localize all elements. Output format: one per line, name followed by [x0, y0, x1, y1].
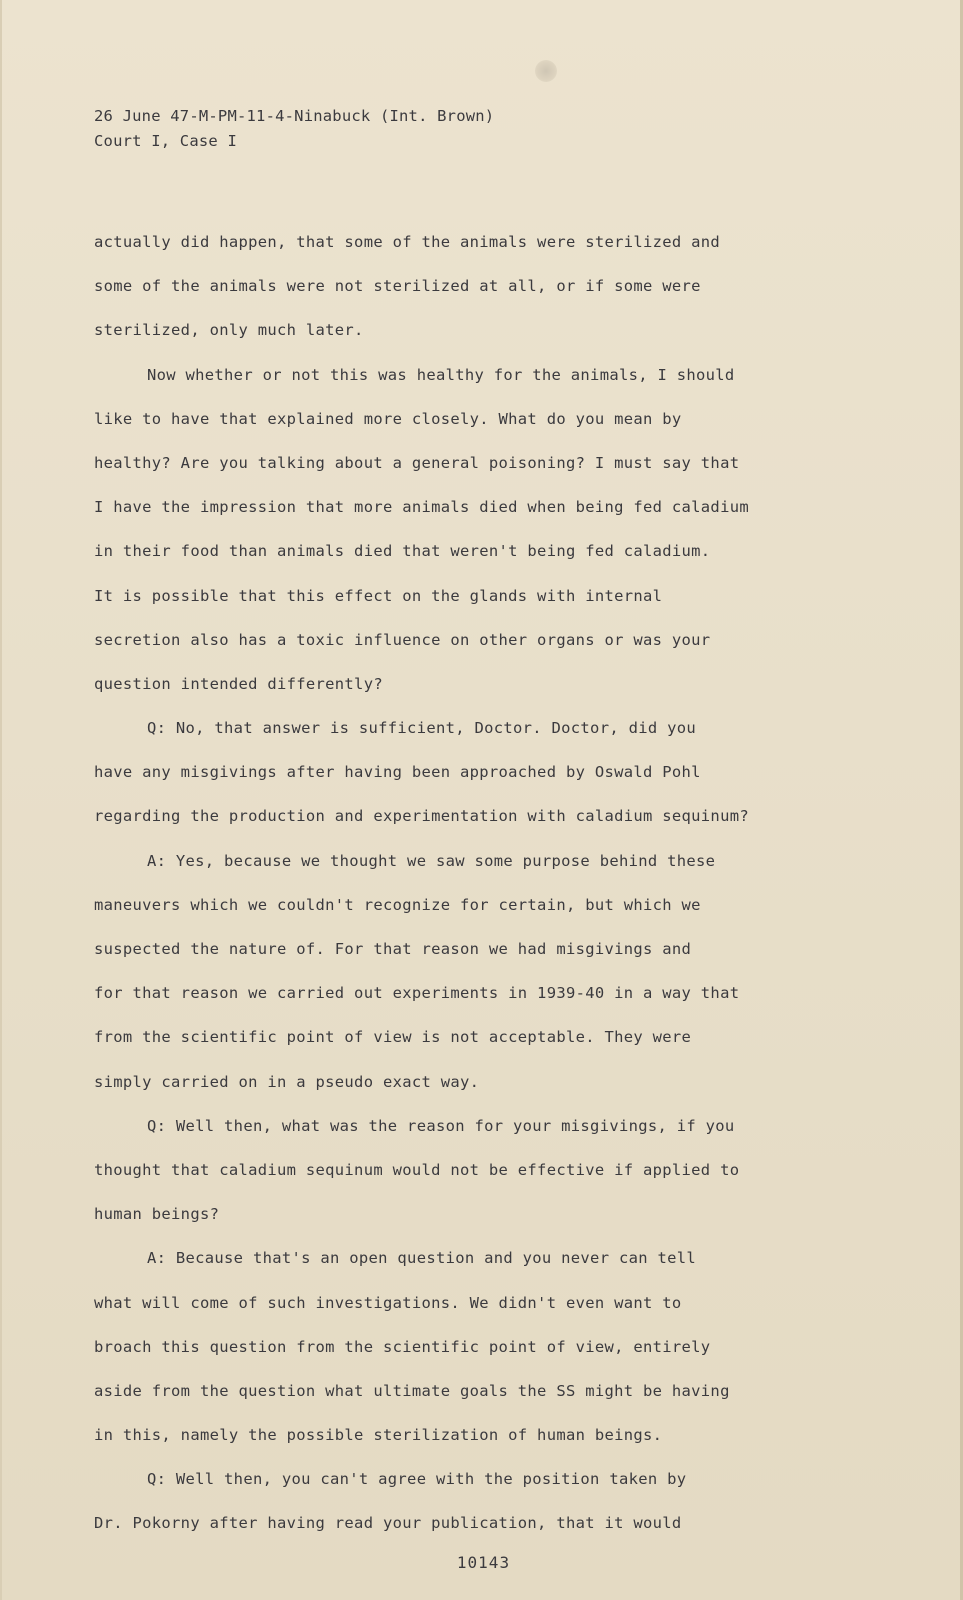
transcript-line: maneuvers which we couldn't recognize for certain, but which we — [94, 895, 701, 914]
punch-hole-mark — [535, 60, 557, 82]
transcript-line: in their food than animals died that weren't being fed caladium. — [94, 542, 711, 561]
header-court-line: Court I, Case I — [94, 132, 237, 150]
transcript-line: Q: Well then, you can't agree with the position taken by — [147, 1470, 687, 1489]
transcript-line: Now whether or not this was healthy for the animals, I should — [147, 365, 735, 384]
transcript-line: what will come of such investigations. We didn't even want to — [94, 1293, 682, 1312]
transcript-line: in this, namely the possible sterilization of human beings. — [94, 1426, 663, 1445]
transcript-line: Q: No, that answer is sufficient, Doctor. Doctor, did you — [147, 719, 697, 738]
transcript-line: for that reason we carried out experiments in 1939-40 in a way that — [94, 984, 740, 1003]
transcript-line: human beings? — [94, 1205, 220, 1224]
transcript-line: aside from the question what ultimate goals the SS might be having — [94, 1381, 730, 1400]
transcript-line: healthy? Are you talking about a general poisoning? I must say that — [94, 453, 740, 472]
transcript-line: regarding the production and experimentation with caladium sequinum? — [94, 807, 749, 826]
transcript-line: actually did happen, that some of the animals were sterilized and — [94, 233, 721, 251]
document-header — [94, 104, 494, 154]
transcript-line: thought that caladium sequinum would not be effective if applied to — [94, 1160, 740, 1179]
page-number: 10143 — [456, 1553, 511, 1572]
transcript-line: simply carried on in a pseudo exact way. — [94, 1072, 480, 1091]
transcript-line: secretion also has a toxic influence on other organs or was your — [94, 630, 711, 649]
header-session-line: 26 June 47-M-PM-11-4-Ninabuck (Int. Brown) — [94, 107, 495, 125]
transcript-body — [94, 228, 794, 1554]
transcript-line: I have the impression that more animals died when being fed caladium — [94, 498, 749, 517]
transcript-line: from the scientific point of view is not acceptable. They were — [94, 1028, 692, 1047]
transcript-line: broach this question from the scientific point of view, entirely — [94, 1337, 711, 1356]
transcript-line: Q: Well then, what was the reason for your misgivings, if you — [147, 1116, 735, 1135]
transcript-line: have any misgivings after having been approached by Oswald Pohl — [94, 763, 701, 782]
transcript-line: Dr. Pokorny after having read your publication, that it would — [94, 1514, 682, 1533]
transcript-line: It is possible that this effect on the glands with internal — [94, 586, 663, 605]
transcript-line: like to have that explained more closely. What do you mean by — [94, 409, 682, 428]
transcript-line: A: Because that's an open question and you never can tell — [147, 1249, 697, 1268]
transcript-line: A: Yes, because we thought we saw some purpose behind these — [147, 851, 716, 870]
transcript-line: question intended differently? — [94, 674, 383, 693]
transcript-line: sterilized, only much later. — [94, 321, 364, 340]
transcript-line: suspected the nature of. For that reason we had misgivings and — [94, 940, 692, 958]
transcript-line: some of the animals were not sterilized at all, or if some were — [94, 277, 701, 296]
